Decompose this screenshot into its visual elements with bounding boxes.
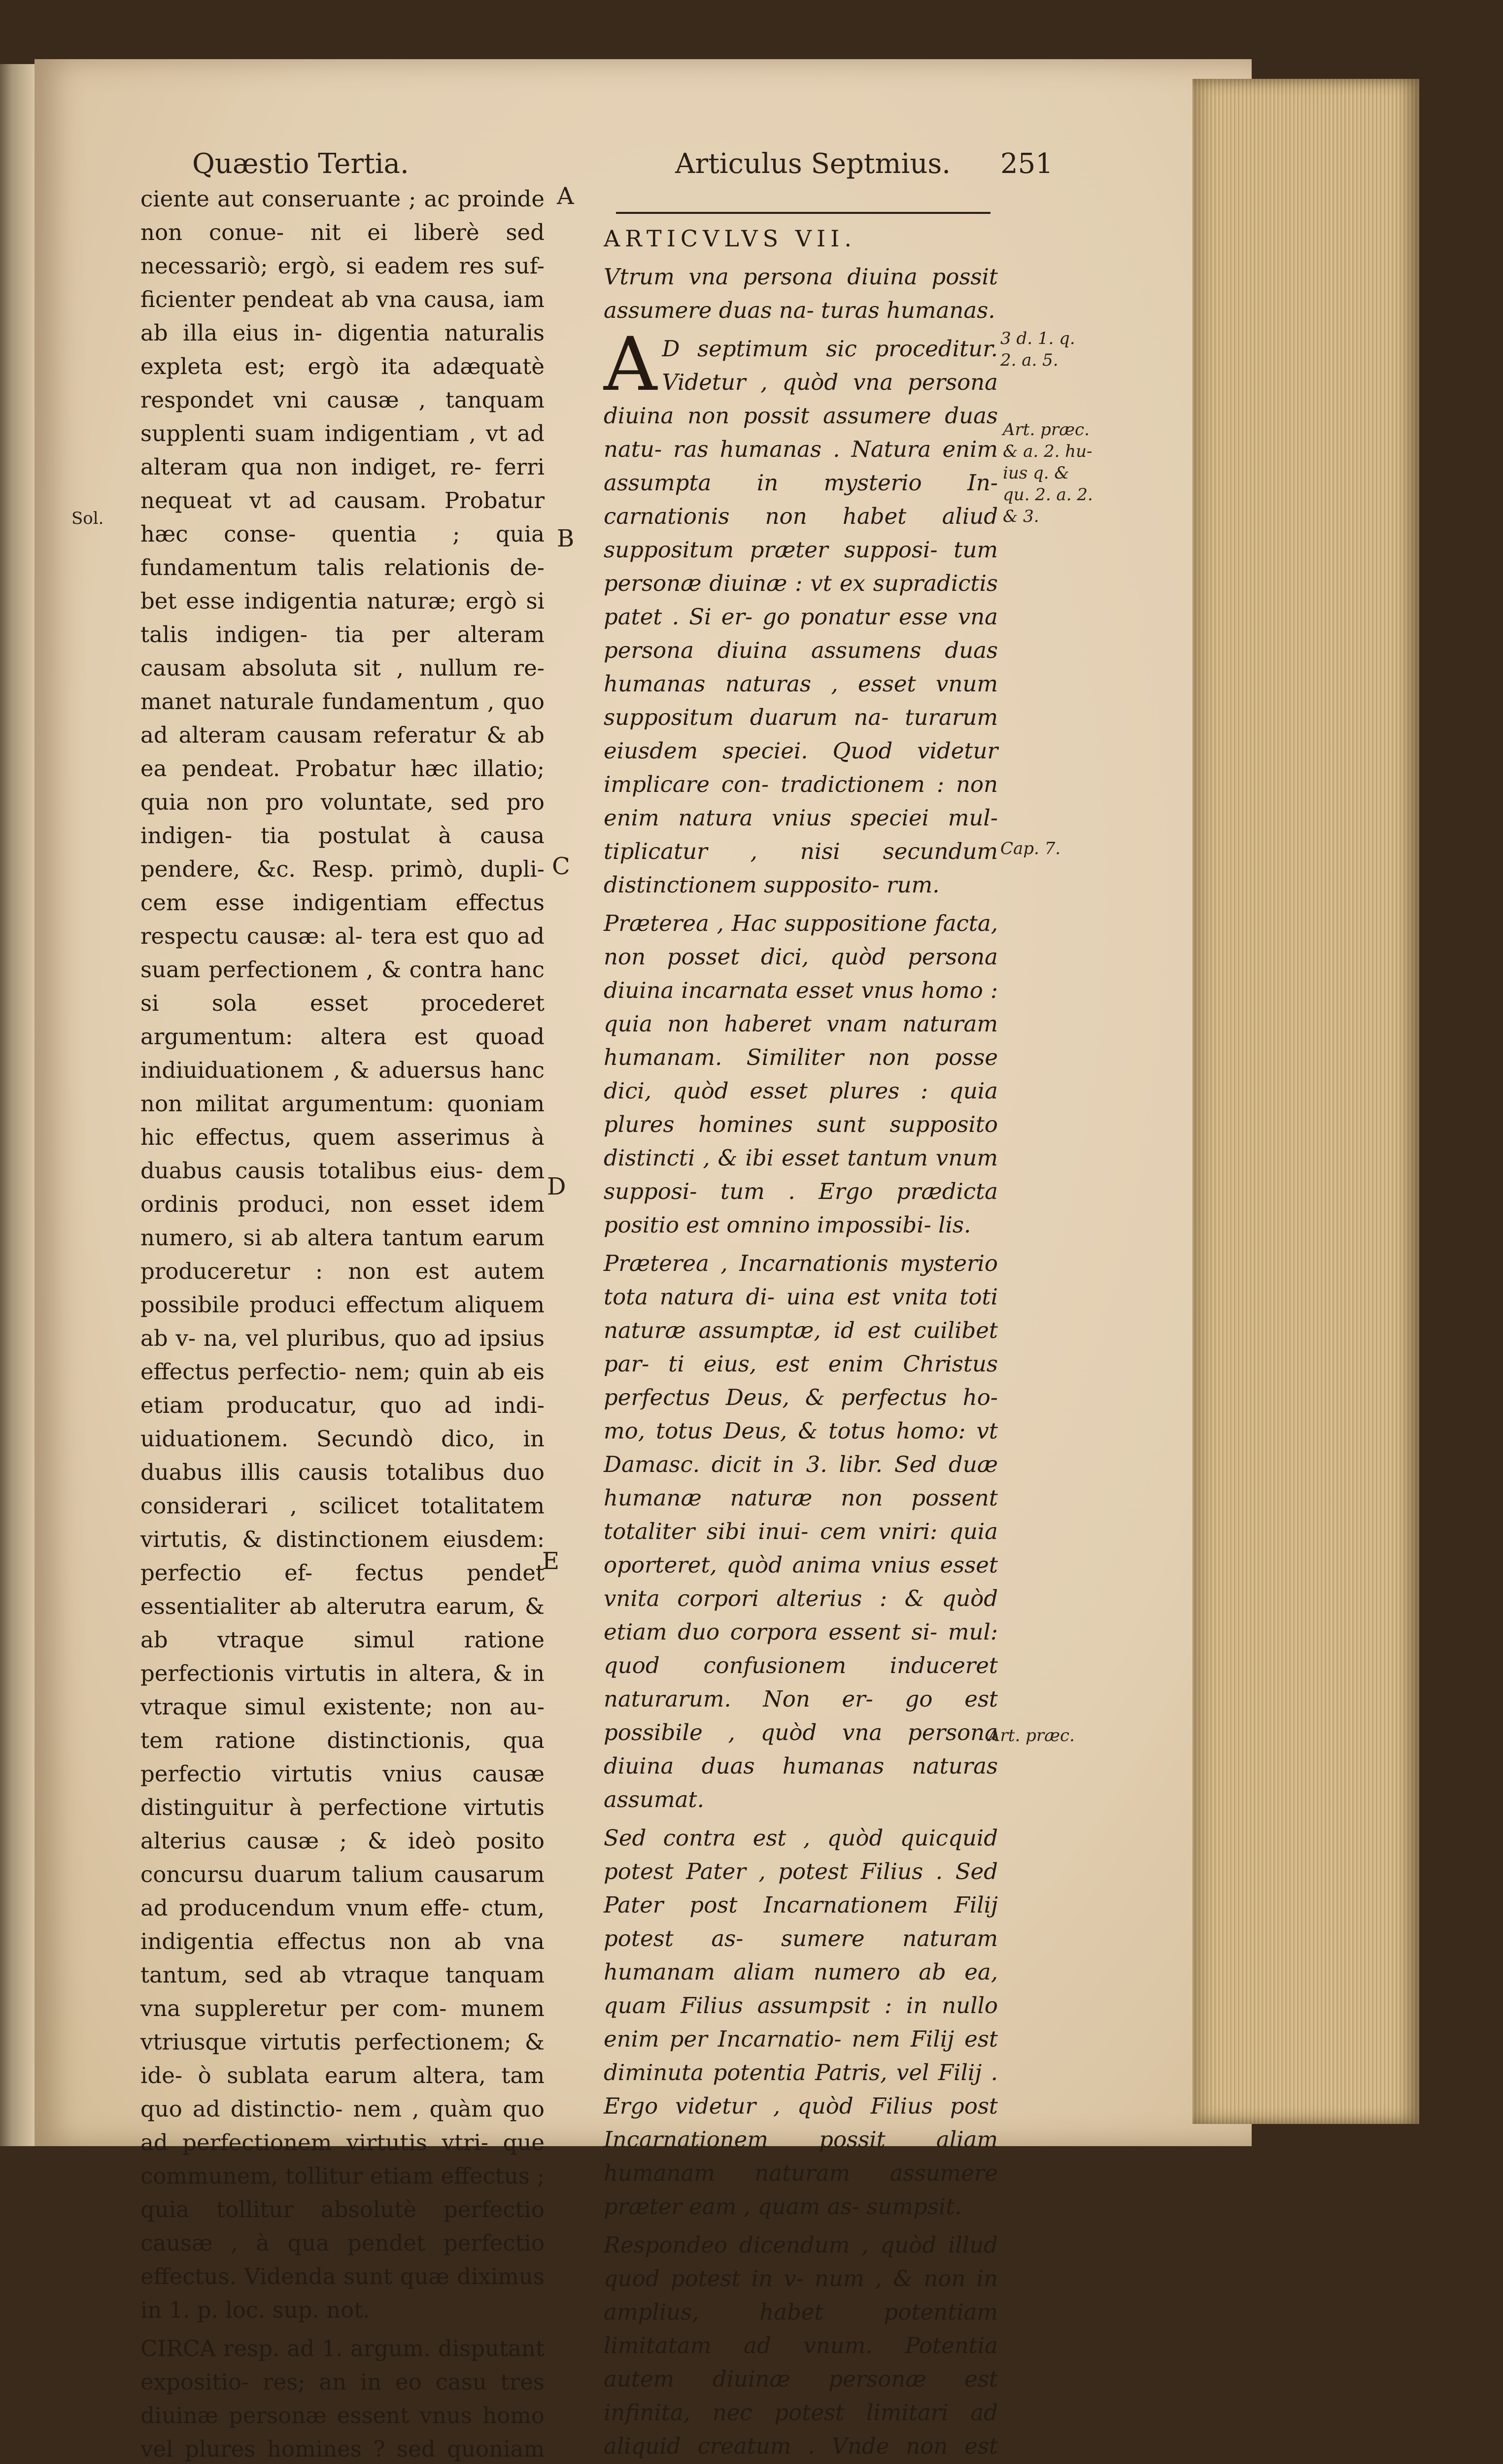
right-paragraph-4: Sed contra est , quòd quicquid potest Pater , potest Filius . Sed Pater post Incarnationem Filij potest as- sumere naturam humanam aliam numero ab ea, quam Filius assumpsit : in nullo enim per Incarnatio- nem Filij est diminuta potentia Patris, vel Filij . Ergo videtur , quòd Filius post Incarnationem possit aliam humanam naturam assumere præter eam , quam as- sumpsit.	[604, 1825, 998, 2220]
drop-cap: A	[604, 322, 657, 408]
margin-gloss-4: Art. præc.	[988, 1726, 1075, 1745]
article-title: ARTICVLVS VII.	[604, 225, 856, 252]
section-marker-a: A	[557, 182, 574, 210]
right-paragraph-1	[604, 322, 998, 902]
left-paragraph-1: ciente aut conseruante ; ac proinde non conue- nit ei liberè sed necessariò; ergò, si eadem res suf- ficienter pendeat ab vna causa, iam ab illa eius in- digentia naturalis expleta est; ergò ita adæquatè respondet vni causæ , tanquam supplenti suam indigentiam , vt ad alteram qua non indiget, re- ferri nequeat vt ad causam. Probatur hæc conse- quentia ; quia fundamentum talis relationis de- bet esse indigentia naturæ; ergò si talis indigen- tia per alteram causam absoluta sit , nullum re- manet naturale fundamentum , quo ad alteram causam referatur & ab ea pendeat. Probatur hæc illatio; quia non pro voluntate, sed pro indigen- tia postulat à causa pendere, &c. Resp. primò, dupli- cem esse indigentiam effectus respectu causæ: al- tera est quo ad suam perfectionem , & contra hanc si sola esset procederet argumentum: altera est quoad indiuiduationem , & aduersus hanc non militat argumentum: quoniam hic effectus, quem asserimus à duabus causis totalibus eius- dem ordinis produci, non esset idem numero, si ab altera tantum earum produceretur : non est autem possibile produci effectum aliquem ab v- na, vel pluribus, quo ad ipsius effectus perfectio- nem; quin ab eis etiam producatur, quo ad indi- uiduationem. Secundò dico, in duabus illis causis totalibus duo considerari , scilicet totalitatem virtutis, & distinctionem eiusdem: perfectio ef- fectus pendet essentialiter ab alterutra earum, & ab vtraque simul ratione perfectionis virtutis in altera, & in vtraque simul existente; non au- tem ratione distinctionis, qua perfectio virtutis vnius causæ distinguitur à perfectione virtutis alterius causæ ; & ideò posito concursu duarum talium causarum ad producendum vnum effe- ctum, indigentia effectus non ab vna tantum, sed ab vtraque tanquam vna suppleretur per com- munem vtriusque virtutis perfectionem; & ide- ò sublata earum altera, tam quo ad distinctio- nem , quàm quo ad perfectionem virtutis vtri- que communem, tollitur etiam effectus ; quia tollitur absolutè perfectio causæ , à qua pendet perfectio effectus. Videnda sunt quæ diximus in 1. p. loc. sup. not.	[140, 186, 545, 2323]
section-marker-c: C	[552, 853, 570, 880]
section-marker-e: E	[542, 1547, 560, 1575]
right-paragraph-2: Præterea , Hac suppositione facta, non posset dici, quòd persona diuina incarnata esset vnus homo : quia non haberet vnam naturam humanam. Similiter non posse dici, quòd esset plures : quia plures homines sunt supposito distincti , & ibi esset tantum vnum supposi- tum . Ergo prædicta positio est omnino impossibi- lis.	[604, 910, 998, 1238]
right-paragraph-5: Respondeo dicendum , quòd illud quod potest in v- num , & non in amplius, habet potentiam limitatam ad vnum. Potentia autem diuinæ personæ est infinita, nec potest limitari ad aliquid creatum . Vnde non est	[604, 2232, 998, 2459]
page-number: 251	[1000, 148, 1053, 180]
book-fore-edge	[1193, 79, 1419, 2124]
left-column	[140, 182, 545, 2464]
article-question: Vtrum vna persona diuina possit assumere duas na- turas humanas.	[604, 264, 998, 323]
right-column	[604, 222, 998, 2464]
left-paragraph-2: CIRCA resp. ad 1. argum. disputant expositio- res; an in eo casu tres diuinæ personæ essent vnus homo vel plures homines ? sed quoniam	[140, 2335, 545, 2462]
running-head-middle: Articulus Septmius.	[675, 148, 951, 180]
margin-gloss-2: Art. præc. & a. 2. hu- ius q. & qu. 2. a. 2. & 3.	[1003, 420, 1093, 526]
section-marker-b: B	[557, 525, 575, 552]
right-paragraph-3: Præterea , Incarnationis mysterio tota natura di- uina est vnita toti naturæ assumptæ, id est cuilibet par- ti eius, est enim Christus perfectus Deus, & perfectus ho- mo, totus Deus, & totus homo: vt Damasc. dicit in 3. libr. Sed duæ humanæ naturæ non possent totaliter sibi inui- cem vniri: quia oporteret, quòd anima vnius esset vnita corpori alterius : & quòd etiam duo corpora essent si- mul: quod confusionem induceret naturarum. Non er- go est possibile , quòd vna persona diuina duas humanas naturas assumat.	[604, 1250, 998, 1813]
margin-note-sol: Sol.	[71, 509, 104, 528]
margin-gloss-3: Cap. 7.	[1000, 839, 1061, 858]
margin-gloss-1: 3 d. 1. q. 2. a. 5.	[1000, 329, 1075, 370]
header-rule	[616, 212, 991, 214]
section-marker-d: D	[547, 1173, 566, 1200]
running-head-left: Quæstio Tertia.	[192, 148, 409, 180]
right-paragraph-1-text: D septimum sic proceditur. Videtur , quòd vna persona diuina non possit assumere duas natu- ras humanas . Natura enim assumpta in mysterio In- carnationis non habet aliud suppositum præter supposi- tum personæ diuinæ : vt ex supradictis patet . Si er- go ponatur esse vna persona diuina assumens duas humanas naturas , esset vnum suppositum duarum na- turarum eiusdem speciei. Quod videtur implicare con- tradictionem : non enim natura vnius speciei mul- tiplicatur , nisi secundum distinctionem supposito- rum.	[604, 336, 998, 898]
left-page-edge	[0, 64, 34, 2146]
